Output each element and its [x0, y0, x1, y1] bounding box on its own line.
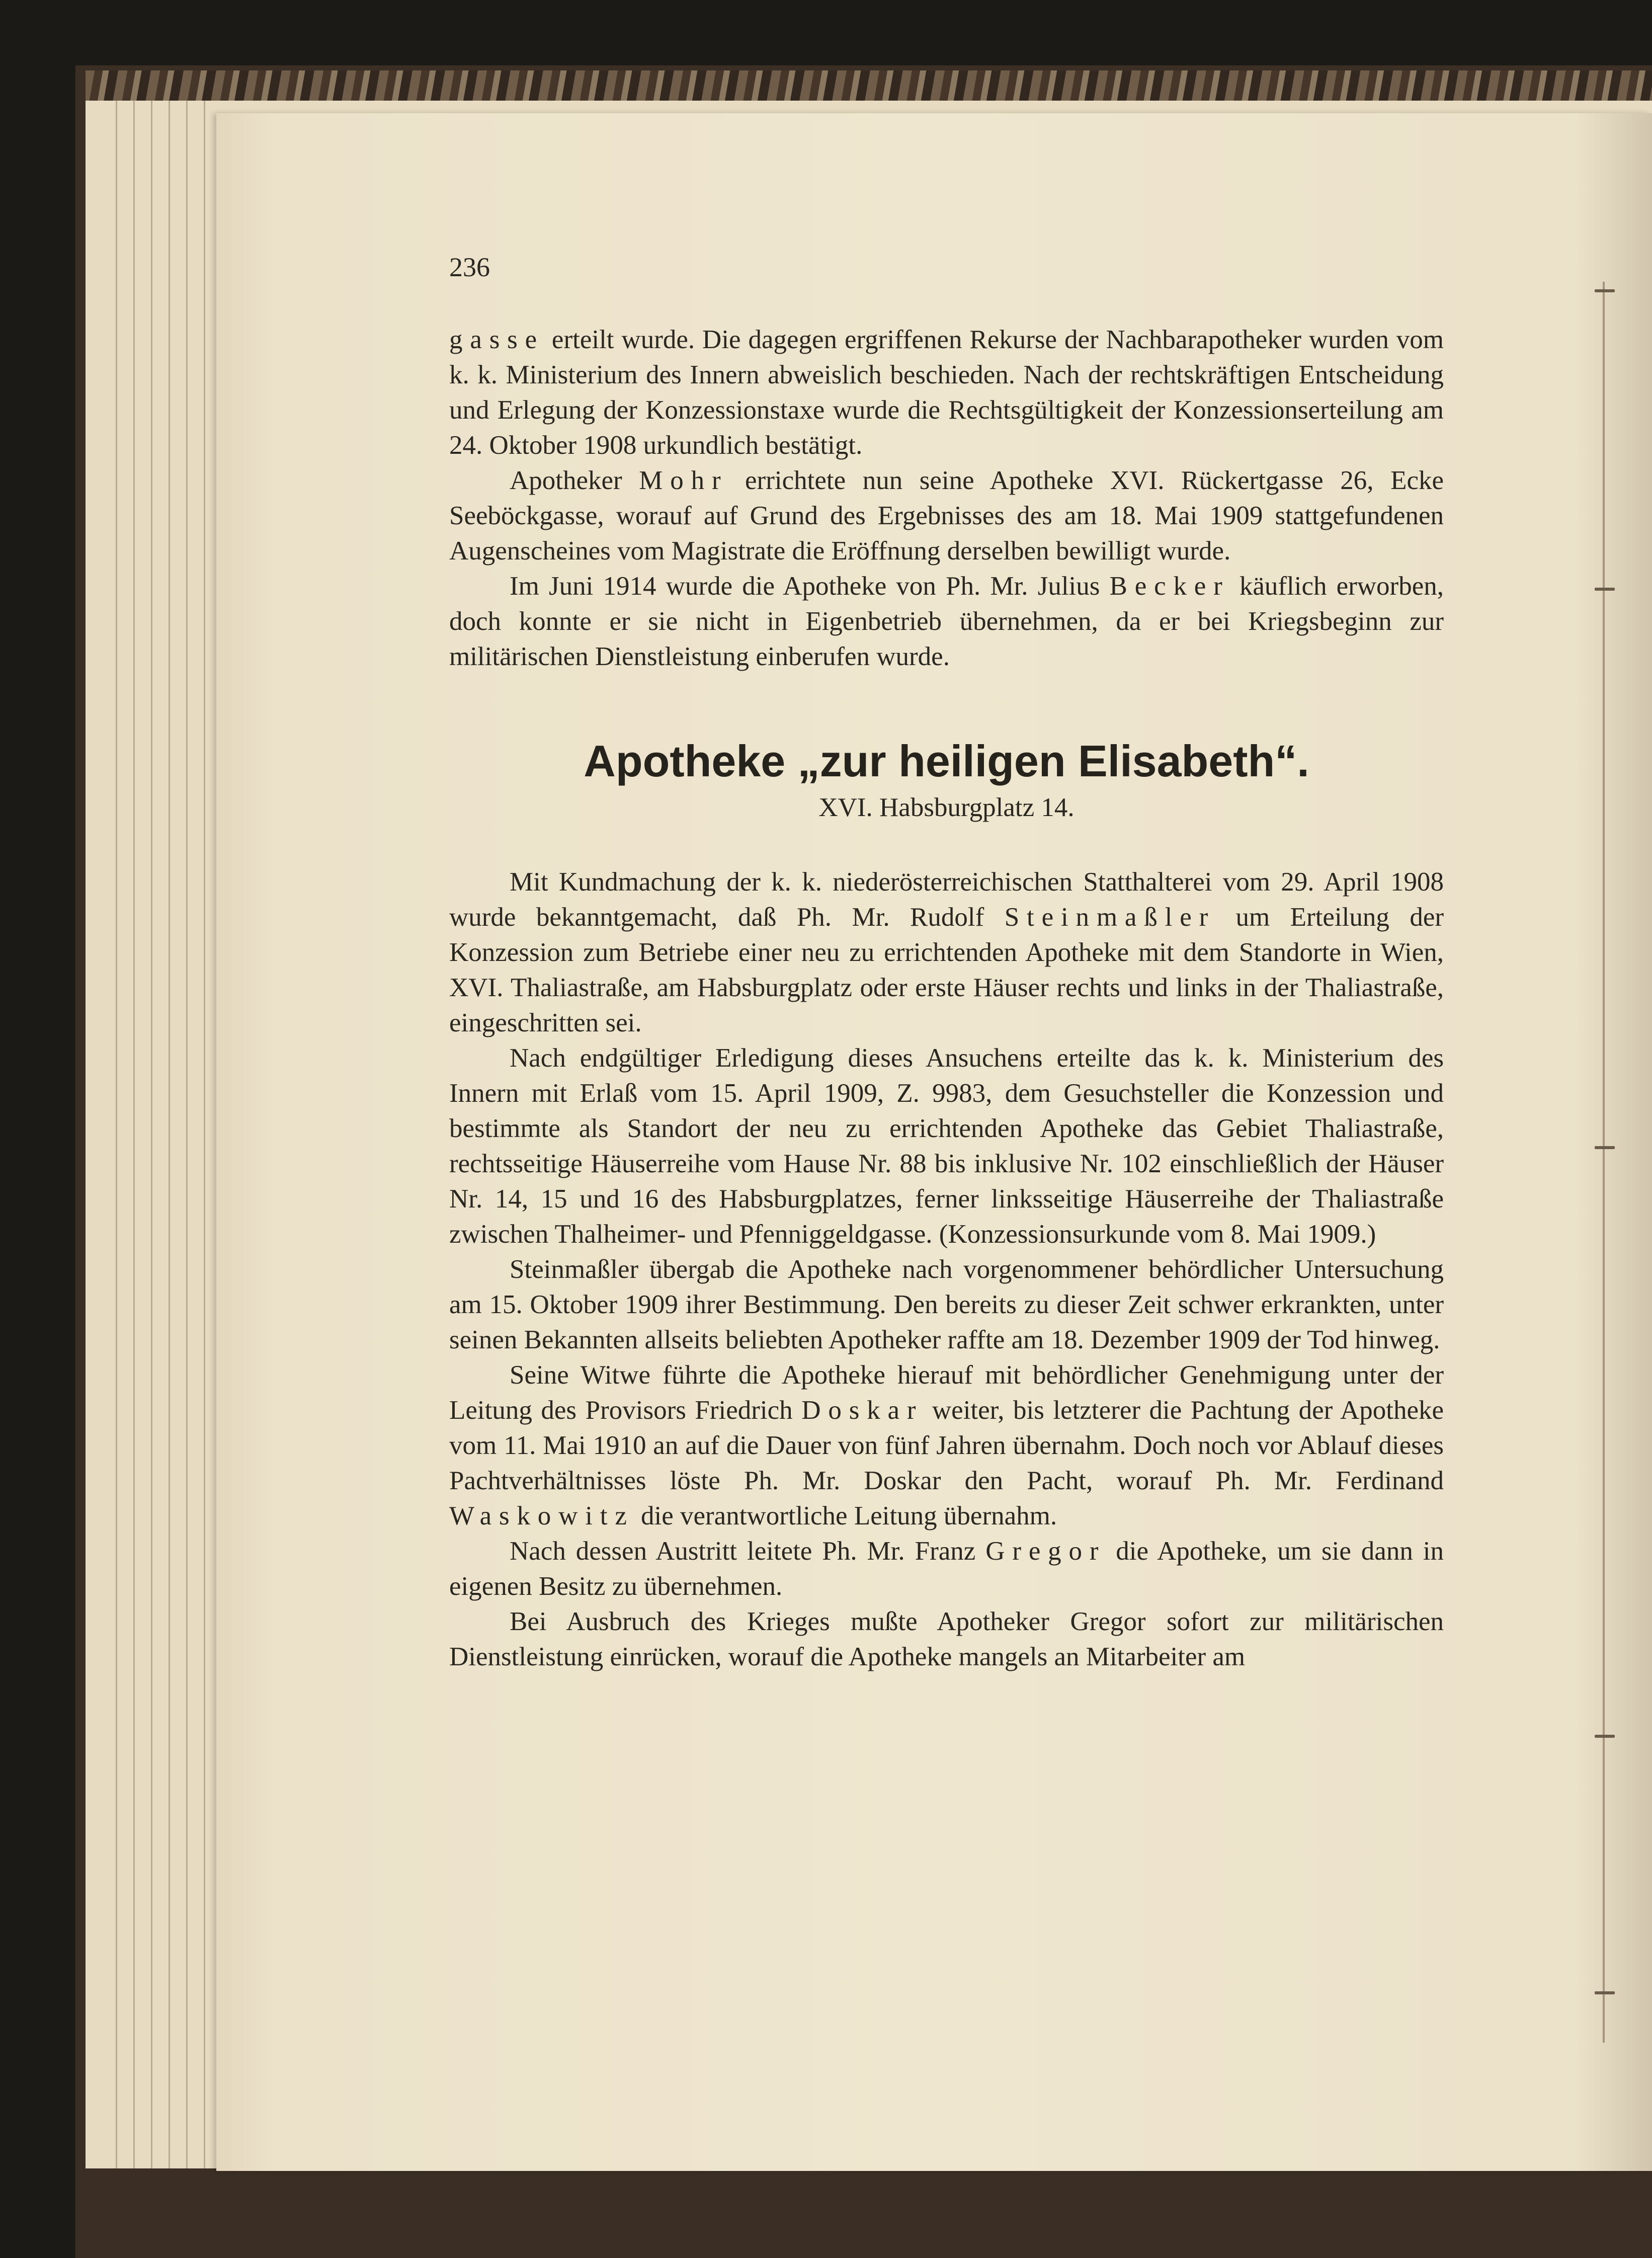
paragraph: Bei Ausbruch des Krieges mußte Apotheker Gregor sofort zur militärischen Dienstleistung einrücken, worauf die Apotheke mangels an Mitarbeiter am: [449, 1607, 1444, 1671]
binding-stitch: [1595, 1146, 1615, 1149]
paragraph: Nach endgültiger Erledigung dieses Ansuchens erteilte das k. k. Ministerium des Innern mit Erlaß vom 15. April 1909, Z. 9983, dem Gesuchsteller die Konzession und bestimmte als Standort der neu zu errichtenden Apotheke das Gebiet Thaliastraße, rechtsseitige Häuserreihe vom Hause Nr. 88 bis inklusive Nr. 102 einschließlich der Häuser Nr. 14, 15 und 16 des Habsburgplatzes, ferner linksseitige Häuserreihe der Thaliastraße zwischen Thalheimer- und Pfenniggeldgasse. (Konzessionsurkunde vom 8. Mai 1909.): [449, 1043, 1444, 1249]
paragraph: Seine Witwe führte die Apotheke hierauf mit behördlicher Genehmigung unter der Leitung des Provisors Friedrich Doskar weiter, bis letzterer die Pachtung der Apotheke vom 11. Mai 1910 an auf die Dauer von fünf Jahren übernahm. Doch noch vor Ablauf dieses Pachtverhältnisses löste Ph. Mr. Doskar den Pacht, worauf Ph. Mr. Ferdinand Waskowitz die verantwortliche Leitung übernahm.: [449, 1360, 1444, 1530]
spaced-name: Doskar: [801, 1396, 924, 1425]
spaced-name: Becker: [1109, 572, 1230, 601]
spaced-word: gasse: [449, 325, 544, 354]
spaced-name: Waskowitz: [449, 1501, 634, 1530]
paragraph: Apotheker Mohr errichtete nun seine Apotheke XVI. Rückertgasse 26, Ecke Seeböckgasse, worauf auf Grund des Ergebnisses des am 18. Mai 1909 stattgefundenen Augenscheines vom Magistrate die Eröffnung derselben bewilligt wurde.: [449, 466, 1444, 566]
binding-stitch: [1595, 289, 1615, 292]
binding-thread: [1603, 282, 1605, 2043]
paragraph: Nach dessen Austritt leitete Ph. Mr. Franz Gregor die Apotheke, um sie dann in eigenen Besitz zu übernehmen.: [449, 1537, 1444, 1601]
paragraph: Mit Kundmachung der k. k. niederösterreichischen Statthalterei vom 29. April 1908 wurde bekanntgemacht, daß Ph. Mr. Rudolf Steinmaßler um Erteilung der Konzession zum Betriebe einer neu zu errichtenden Apotheke mit dem Standorte in Wien, XVI. Thaliastraße, am Habsburgplatz oder erste Häuser rechts und links in der Thaliastraße, eingeschritten sei.: [449, 867, 1444, 1037]
page-number: 236: [449, 252, 490, 282]
spaced-name: Steinmaßler: [1004, 903, 1216, 932]
binding-stitch: [1595, 1735, 1615, 1738]
binding-stitch: [1595, 1991, 1615, 1994]
spaced-name: Mohr: [639, 466, 728, 495]
binding-stitch: [1595, 588, 1615, 591]
spaced-name: Gregor: [985, 1537, 1106, 1566]
section-address: XVI. Habsburgplatz 14.: [818, 793, 1075, 822]
page-text: [449, 322, 1444, 1674]
section-heading: Apotheke „zur heiligen Elisabeth“.: [584, 736, 1309, 786]
page-gutter-shadow: [1577, 113, 1652, 2171]
paragraph: gasse erteilt wurde. Die dagegen ergriffenen Rekurse der Nachbarapotheker wurden vom k. k. Ministerium des Innern abweislich beschieden. Nach der rechtskräftigen Entscheidung und Erlegung der Konzessionstaxe wurde die Rechtsgültigkeit der Konzessionserteilung am 24. Oktober 1908 urkundlich bestätigt.: [449, 325, 1444, 460]
paragraph: Im Juni 1914 wurde die Apotheke von Ph. Mr. Julius Becker käuflich erworben, doch konnte er sie nicht in Eigenbetrieb übernehmen, da er bei Kriegsbeginn zur militärischen Dienstleistung einberufen wurde.: [449, 572, 1444, 671]
paragraph: Steinmaßler übergab die Apotheke nach vorgenommener behördlicher Untersuchung am 15. Oktober 1909 ihrer Bestimmung. Den bereits zu dieser Zeit schwer erkrankten, unter seinen Bekannten allseits beliebten Apotheker raffte am 18. Dezember 1909 der Tod hinweg.: [449, 1255, 1444, 1354]
